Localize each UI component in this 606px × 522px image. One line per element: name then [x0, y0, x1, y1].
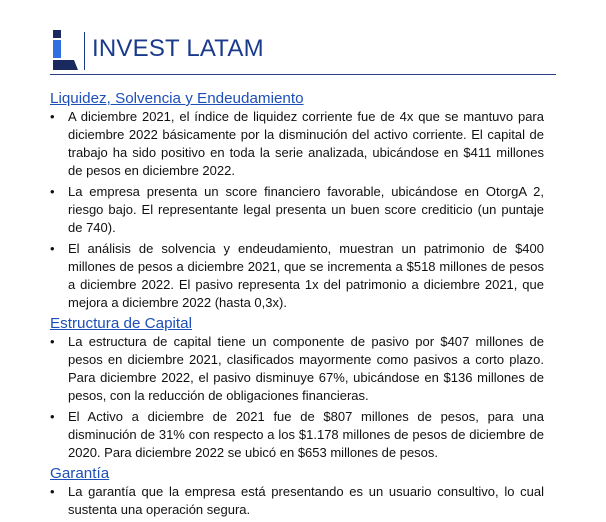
list-item	[50, 240, 544, 312]
header-rule	[50, 74, 556, 75]
bullet-list	[50, 108, 544, 312]
section-title[interactable]: Estructura de Capital	[50, 315, 192, 332]
list-item	[50, 333, 544, 405]
invest-latam-logo-icon	[50, 30, 78, 70]
bullet-icon: •	[50, 109, 55, 124]
section-title[interactable]: Liquidez, Solvencia y Endeudamiento	[50, 90, 304, 107]
section-liquidez	[50, 90, 544, 312]
list-item	[50, 408, 544, 462]
list-item-text: La empresa presenta un score financiero favorable, ubicándose en OtorgA 2, riesgo bajo. El representante legal presenta un buen score crediticio (un puntaje de 740).	[68, 184, 544, 235]
header-divider	[84, 32, 85, 70]
bullet-icon: •	[50, 409, 55, 424]
list-item-text: A diciembre 2021, el índice de liquidez corriente fue de 4x que se mantuvo para diciembre 2022 básicamente por la disminución del activo corriente. El capital de trabajo ha sido positivo en toda la serie analizada, ubicándose en $411 millones de pesos en diciembre 2022.	[68, 109, 544, 178]
bullet-list	[50, 483, 544, 519]
list-item-text: El análisis de solvencia y endeudamiento, muestran un patrimonio de $400 millones de pesos a diciembre 2021, que se incrementa a $518 millones de pesos a diciembre 2022. El pasivo representa 1x del patrimonio a diciembre 2021, que mejora a diciembre 2022 (hasta 0,3x).	[68, 241, 544, 310]
list-item	[50, 183, 544, 237]
bullet-icon: •	[50, 184, 55, 199]
bullet-icon: •	[50, 334, 55, 349]
document-body	[50, 90, 544, 522]
bullet-icon: •	[50, 484, 55, 499]
list-item	[50, 108, 544, 180]
list-item-text: La estructura de capital tiene un componente de pasivo por $407 millones de pesos en diciembre 2021, clasificados mayormente como pasivos a corto plazo. Para diciembre 2022, el pasivo disminuye 67%, ubicándose en $136 millones de pesos, con la reducción de obligaciones financieras.	[68, 334, 544, 403]
list-item-text: La garantía que la empresa está presentando es un usuario consultivo, lo cual sustenta una operación segura.	[68, 484, 544, 517]
bullet-list	[50, 333, 544, 462]
section-estructura-capital	[50, 315, 544, 462]
section-garantia	[50, 465, 544, 519]
section-title[interactable]: Garantía	[50, 465, 110, 482]
brand-name: INVEST LATAM	[92, 35, 264, 62]
list-item-text: El Activo a diciembre de 2021 fue de $807 millones de pesos, para una disminución de 31% con respecto a los $1.178 millones de pesos de diciembre de 2020. Para diciembre 2022 se ubicó en $653 millones de pesos.	[68, 409, 544, 460]
page-header	[50, 22, 556, 76]
bullet-icon: •	[50, 241, 55, 256]
list-item	[50, 483, 544, 519]
